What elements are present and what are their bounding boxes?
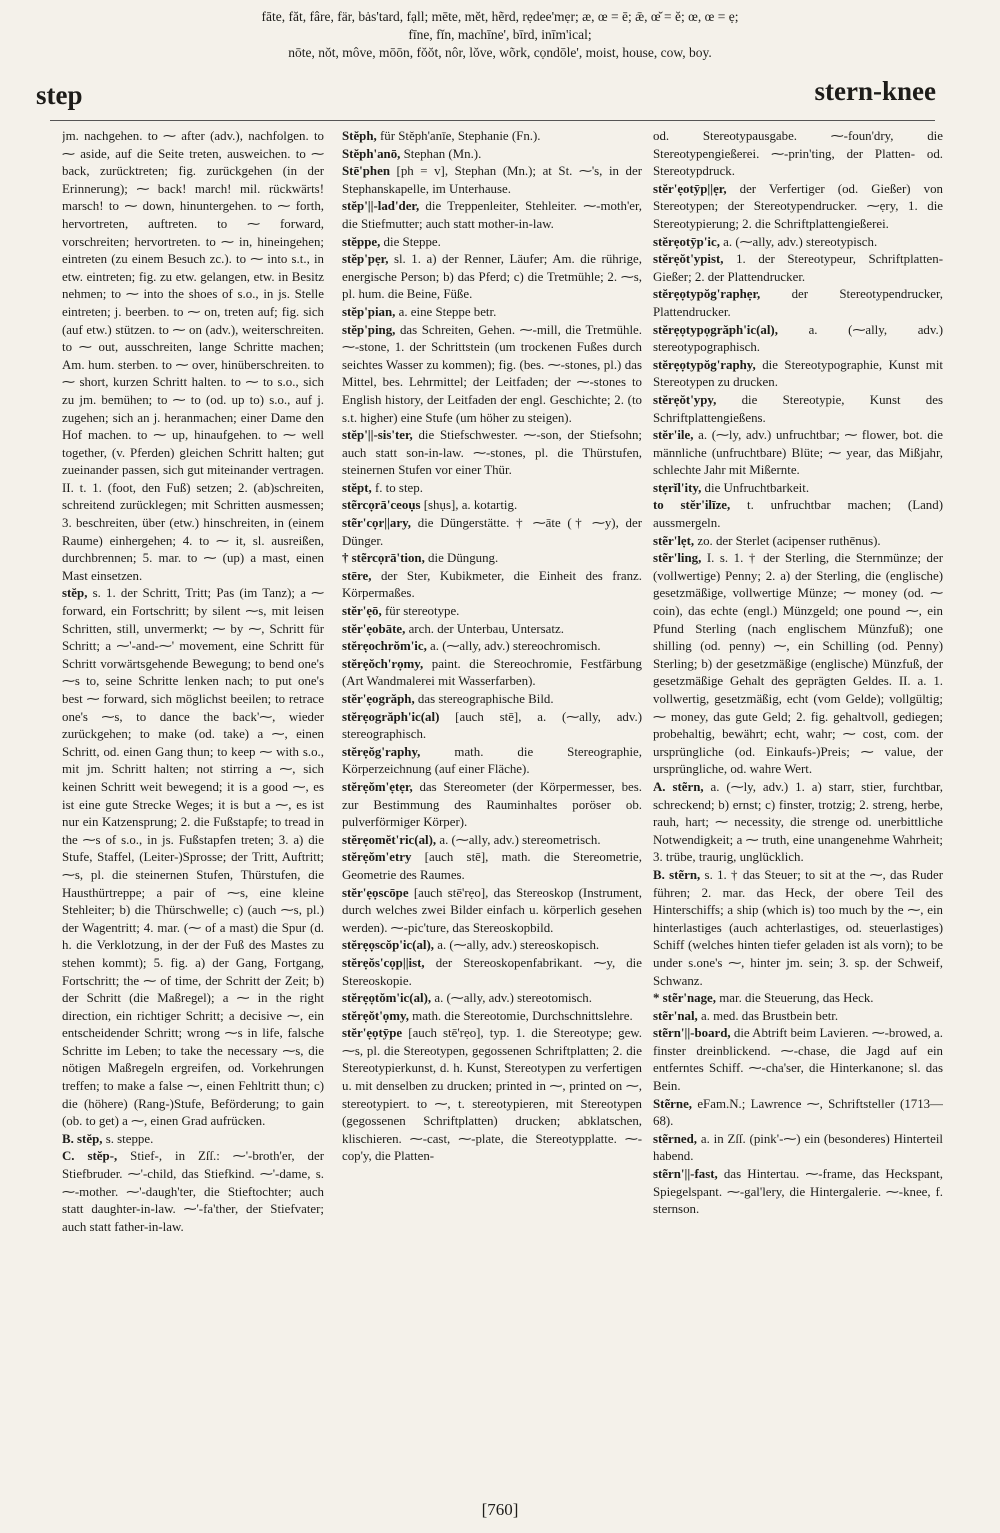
dictionary-entry: [62, 1148, 324, 1236]
entry-headword: stĕppe,: [342, 234, 381, 249]
entry-headword: stẽrned,: [653, 1131, 698, 1146]
dictionary-entry: [342, 709, 642, 744]
entry-headword: stĕp'pẹr,: [342, 252, 389, 267]
dictionary-entry: [342, 885, 642, 938]
entry-definition: a. (⁓ally, adv.) stereotypographisch.: [653, 322, 943, 355]
entry-headword: C. stĕp-,: [62, 1149, 118, 1164]
dictionary-entry: [62, 1131, 324, 1149]
dictionary-entry: [653, 1096, 943, 1131]
dictionary-entry: [653, 480, 943, 498]
entry-headword: stĕrẹọtypọgrăph'ic(al),: [653, 322, 778, 337]
entry-definition: die Stereotypographie, Kunst mit Stereotypen zu drucken.: [653, 357, 943, 390]
entry-headword: stẽr'nal,: [653, 1008, 698, 1023]
dictionary-entry: [653, 322, 943, 357]
dictionary-entry: [653, 357, 943, 392]
dictionary-entry: [653, 251, 943, 286]
entry-definition: [auch stē'rẹo], typ. 1. die Stereotype; gew. ⁓s, pl. die Stereotypen, gegossenen Schriftplatten; 2. die Stereotypierkunst, d. h. Kunst, Stereotypen zu verfertigen u. mit denselben zu drucken; printed in ⁓, printed on ⁓, stereotypiert. to ⁓, t. stereotypieren, mit Stereotypen (gegossenen Schriftplatten) drucken; abklatschen, klischieren. ⁓-cast, ⁓-plate, die Stereotypplatte. ⁓-cop'y, die Platten-: [342, 1026, 642, 1164]
entry-definition: s. 1. der Schritt, Tritt; Pas (im Tanz); a ⁓ forward, ein Fortschritt; by silent ⁓s, mit leisen Schritten, still, unvermerkt; ⁓ by ⁓, Schritt für Schritt; a ⁓'-and-⁓' movement, eine Schritt für Schritt vorwärtsgehende Bewegung; to bend one's ⁓s to, seine Schritte lenken nach; to put one's best ⁓ forward, sich möglichst beeilen; to retrace one's ⁓s, to dance the back'⁓, wieder zurückgehen; to make (od. take) a ⁓, einen Schritt, od. einen Gang thun; to keep ⁓ with s.o., mit jm. Schritt halten; not stirring a ⁓, sich keinen Schritt weit bewegend; it is a good ⁓, es ist eine gute Strecke Weges; it is but a ⁓, es ist nur ein Katzensprung; 2. die Fußstapfe; to tread in the ⁓s of s.o., in js. Fußstapfen treten; 3. a) die Stufe, Staffel, (Leiter-)Sprosse; der Tritt, Auftritt; ⁓s, pl. die steinernen Stufen, Thürstufen, die Hausthürtreppe; a pair of ⁓s, eine kleine Stehleiter; b) die Thürschwelle; c) (auch ⁓s, pl.) der Wagentritt; 4. mar. (⁓ of a mast) die Spur (d. h. die Verklotzung, in der der Fuß des Mastes zu stehen kommt); 5. fig. a) der Gang, Fortgang, Fortschritt; the ⁓ of time, der Schritt der Zeit; b) der Schritt (die Maßregel); a ⁓ in the right direction, ein richtiger Schritt; a decisive ⁓, ein entscheidender Schritt; wrong ⁓s in life, falsche Schritte im Leben; to take the necessary ⁓s, die nötigen Maßregeln ergreifen, od. Vorkehrungen treffen; to make a false ⁓, einen Fehltritt thun; c) die (höhere) (Rang-)Stufe, Beförderung; to gain (ob. to get) a ⁓, einen Grad aufrücken.: [62, 586, 324, 1129]
entry-definition: s. 1. † das Steuer; to sit at the ⁓, das Ruder führen; 2. mar. das Heck, der obere Teil des Hinterschiffs; a ship (which is) too much by the ⁓, ein hinterlastiges (auch achterlastiges, od. steuerlastiges) Schiff (welches hinten tiefer geladen ist als vorn); to be under s.one's ⁓, hinter jm. sein; 3. sp. der Schweif, Schwanz.: [653, 867, 943, 988]
dictionary-entry: [653, 550, 943, 779]
entry-headword: B. stẽrn,: [653, 867, 701, 882]
dictionary-entry: [342, 322, 642, 428]
dictionary-entry: [342, 198, 642, 233]
dictionary-entry: [653, 286, 943, 321]
entry-headword: to stĕr'ilīze,: [653, 498, 731, 513]
dictionary-column-3: [653, 128, 943, 1498]
entry-headword: stĕr'ẹō,: [342, 604, 382, 619]
entry-definition: a. eine Steppe betr.: [395, 304, 497, 319]
dictionary-entry: [653, 779, 943, 867]
entry-definition: die Treppenleiter, Stehleiter. ⁓-moth'er, die Stiefmutter; auch statt mother-in-law.: [342, 199, 642, 231]
entry-headword: stĕp'||-lad'der,: [342, 199, 420, 214]
page-number: [760]: [481, 1500, 519, 1519]
entry-definition: a. (⁓ally, adv.) stereochromisch.: [426, 639, 601, 654]
dictionary-entry: [342, 832, 642, 850]
entry-headword: stẹrĭl'ity,: [653, 480, 702, 495]
entry-definition: [ph = v], Stephan (Mn.); at St. ⁓'s, in der Stephanskapelle, im Unterhause.: [342, 164, 642, 196]
entry-headword: stĕrẹọscŏp'ic(al),: [342, 938, 434, 953]
entry-definition: eFam.N.; Lawrence ⁓, Schriftsteller (1713—68).: [653, 1096, 943, 1129]
dictionary-entry: [342, 146, 642, 164]
entry-headword: stēre,: [342, 568, 372, 583]
entry-headword: stẽrcọrā'ceoụs: [342, 498, 421, 513]
entry-definition: [shụs], a. kotartig.: [420, 498, 518, 513]
entry-headword: stĕp'||-sis'ter,: [342, 428, 413, 443]
entry-headword: stĕrẹŏt'ọmy,: [342, 1008, 409, 1023]
dictionary-entry: [342, 638, 642, 656]
dictionary-entry: [342, 234, 642, 252]
entry-definition: [auch stē], a. (⁓ally, adv.) stereographisch.: [342, 709, 642, 742]
entry-headword: stĕr'ẹọscōpe: [342, 885, 409, 900]
dictionary-entry: [342, 849, 642, 884]
dictionary-entry: [342, 515, 642, 550]
entry-definition: [auch stē], math. die Stereometrie, Geometrie des Raumes.: [342, 850, 642, 882]
running-head-left: step: [36, 80, 83, 110]
entry-definition: die Abtrift beim Lavieren. ⁓-browed, a. finster dreinblickend. ⁓-chase, die Jagd auf ein entferntes Schiff. ⁓-cha'ser, die Hinterkanone; sl. das Bein.: [653, 1026, 943, 1094]
pronunciation-guide: [200, 8, 800, 62]
dictionary-entry: [342, 990, 642, 1008]
dictionary-entry: [342, 656, 642, 691]
entry-definition: für Stĕph'anīe, Stephanie (Fn.).: [376, 129, 541, 143]
entry-headword: stĕp'ping,: [342, 322, 396, 337]
dictionary-entry: [342, 163, 642, 198]
dictionary-column-1: [62, 128, 324, 1498]
entry-definition: math. die Stereographie, Körperzeichnung (auf einer Fläche).: [342, 744, 642, 777]
entry-definition: a. (⁓ally, adv.) stereotypisch.: [719, 234, 878, 249]
dictionary-entry: [342, 568, 642, 603]
dictionary-entry: [653, 867, 943, 990]
entry-definition: a. (⁓ally, adv.) stereoskopisch.: [434, 938, 600, 953]
entry-headword: stĕrẹŏs'cọp||ist,: [342, 955, 425, 970]
entry-definition: Stief-, in Zſſ.: ⁓'-broth'er, der Stiefbruder. ⁓'-child, das Stiefkind. ⁓'-dame, s. ⁓-mother. ⁓'-daugh'ter, die Stieftochter; auch statt daughter-in-law. ⁓'-fa'ther, der Stiefvater; auch statt father-in-law.: [62, 1149, 324, 1234]
dictionary-entry: [653, 234, 943, 252]
entry-headword: stĕrẹochrŏm'ic,: [342, 639, 427, 654]
dictionary-entry: [342, 550, 642, 568]
entry-headword: stĕrẹomĕt'ric(al),: [342, 832, 437, 847]
entry-headword: stĕr'ẹobāte,: [342, 621, 406, 636]
entry-definition: die Steppe.: [380, 234, 441, 249]
dictionary-entry: [342, 603, 642, 621]
entry-headword: stĕpt,: [342, 480, 372, 495]
dictionary-entry: [342, 955, 642, 990]
entry-definition: a. (⁓ally, adv.) stereotomisch.: [431, 991, 592, 1006]
entry-headword: stĕrẹọtypŏg'raphy,: [653, 357, 756, 372]
dictionary-entry: [342, 304, 642, 322]
entry-headword: stĕrẹogrăph'ic(al): [342, 709, 440, 724]
dictionary-entry: [653, 1008, 943, 1026]
entry-definition: der Stereotypendrucker, Plattendrucker.: [653, 287, 943, 319]
entry-headword: * stẽr'nage,: [653, 991, 717, 1006]
dictionary-entry: [653, 990, 943, 1008]
dictionary-entry: [653, 392, 943, 427]
entry-definition: das Hintertau. ⁓-frame, das Heckspant, Spiegelspant. ⁓-gal'lery, die Hintergalerie. ⁓-knee, f. sternson.: [653, 1167, 943, 1217]
dictionary-entry: [653, 1025, 943, 1095]
entry-headword: stĕr'ẹogrăph,: [342, 692, 415, 706]
pronunciation-guide-line: nōte, nŏt, môve, mōōn, fŏŏt, nôr, lŏve, wõrk, cọndōle', moist, house, cow, boy.: [288, 45, 712, 60]
entry-headword: stĕrẹọtŏm'ic(al),: [342, 991, 432, 1006]
entry-definition: math. die Stereotomie, Durchschnittslehre.: [408, 1008, 633, 1023]
dictionary-entry: [653, 1166, 943, 1219]
entry-definition: die Stiefschwester. ⁓-son, der Stiefsohn; auch statt son-in-law. ⁓-stones, pl. die Thürstufen, steinernen Stufen vor einer Thür.: [342, 428, 642, 478]
entry-definition: a. (⁓ly, adv.) 1. a) starr, stier, furchtbar, schreckend; b) ernst; c) finster, trotzig; 2. streng, herbe, rauh, hart; ⁓ necessity, die strenge od. unerbittliche Notwendigkeit; a ⁓ truth, eine unangenehme Wahrheit; 3. trübe, traurig, unglücklich.: [653, 779, 943, 865]
entry-definition: die Unfruchtbarkeit.: [701, 480, 810, 495]
entry-headword: stẽrn'||-board,: [653, 1026, 731, 1041]
running-head-right: stern-knee: [814, 76, 936, 106]
entry-definition: 1. der Stereotypeur, Schriftplatten-Gießer; 2. der Plattendrucker.: [653, 252, 943, 284]
entry-headword: Stē'phen: [342, 164, 390, 179]
entry-headword: stĕrẹŏg'raphy,: [342, 744, 421, 759]
dictionary-entry: [653, 1131, 943, 1166]
entry-definition: sl. 1. a) der Renner, Läufer; Am. die rührige, energische Person; b) das Pferd; c) die Tretmühle; 2. ⁓s, pl. hum. die Beine, Füße.: [342, 252, 642, 302]
entry-definition: I. s. 1. † der Sterling, die Sternmünze; der (vollwertige) Penny; 2. a) der Sterling, die (englische) gesetzmäßige, vollwertige Münze; ⁓ money (od. ⁓ coin), das echte (engl.) Münzgeld; one pound ⁓, ein Pfund Sterling (nach englischem Münzfuß); one shilling (od. penny) ⁓, ein Schilling (od. Penny) Sterling; b) der gesetzmäßige (englische) Münzfuß, der gesetzmäßige Gehalt des geprägten Geldes. II. a. 1. vollwertig, gesetzmäßig, echt (vom Gelde); vollgültig; ⁓ money, das gute Geld; 2. fig. gehaltvoll, gediegen; probehaltig, bewährt; echt, wahr; ⁓ cost, com. der ursprüngliche (od. Einkaufs-)Preis; ⁓ value, der ursprüngliche, od. wahre Wert.: [653, 551, 943, 777]
entry-definition: a. (⁓ly, adv.) unfruchtbar; ⁓ flower, bot. die männliche (unfruchtbare) Blüte; ⁓ year, das Mißjahr, schlechte Jahr mit Mißernte.: [653, 428, 943, 478]
dictionary-entry: [653, 427, 943, 480]
entry-headword: stẽr'lẹt,: [653, 533, 695, 548]
entry-definition: f. to step.: [371, 480, 423, 495]
dictionary-entry: [653, 533, 943, 551]
dictionary-entry: [342, 779, 642, 832]
entry-definition: od. Stereotypausgabe. ⁓-foun'dry, die Stereotypengießerei. ⁓-prin'ting, der Platten- od. Stereotypdruck.: [653, 129, 943, 179]
entry-headword: stĕrẹŏm'ẹtẹr,: [342, 779, 413, 794]
dictionary-entry: [342, 744, 642, 779]
dictionary-entry: [342, 691, 642, 709]
entry-definition: die Stereotypie, Kunst des Schriftplattengießens.: [653, 392, 943, 425]
entry-definition: arch. der Unterbau, Untersatz.: [405, 621, 564, 636]
entry-definition: [auch stē'rẹo], das Stereoskop (Instrument, durch welches zwei Bilder einfach u. körperlich gesehen werden). ⁓-pic'ture, das Stereoskopbild.: [342, 885, 642, 935]
entry-headword: stĕr'ẹotȳp||ẹr,: [653, 181, 727, 196]
dictionary-entry: [342, 128, 642, 146]
entry-headword: stĕr'ẹọtȳpe: [342, 1026, 403, 1041]
dictionary-entry: [342, 1008, 642, 1026]
entry-definition: a. med. das Brustbein betr.: [697, 1008, 839, 1023]
entry-headword: † stẽrcọrā'tion,: [342, 551, 425, 566]
entry-definition: zo. der Sterlet (acipenser ruthēnus).: [694, 533, 881, 548]
entry-definition: a. in Zſſ. (pink'-⁓) ein (besonderes) Hinterteil habend.: [653, 1131, 943, 1164]
dictionary-column-2: [342, 128, 642, 1498]
entry-headword: Stĕph'anō,: [342, 146, 401, 161]
entry-definition: Stephan (Mn.).: [400, 146, 482, 161]
entry-definition: der Verfertiger (od. Gießer) von Stereotypen; der Stereotypendrucker. ⁓ẹry, 1. die Stereotypierung; 2. die Schriftplattengießerei.: [653, 181, 943, 231]
entry-headword: stĕrẹŏt'ypy,: [653, 392, 717, 407]
entry-definition: t. unfruchtbar machen; (Land) aussmergeln.: [653, 498, 943, 531]
entry-headword: stĕp,: [62, 586, 88, 601]
entry-headword: stĕrẹọtypŏg'raphẹr,: [653, 287, 761, 302]
entry-definition: die Düngerstätte. † ⁓āte († ⁓y), der Dünger.: [342, 516, 642, 548]
entry-headword: stĕrẹotȳp'ic,: [653, 234, 720, 249]
entry-definition: der Ster, Kubikmeter, die Einheit des franz. Körpermaßes.: [342, 568, 642, 601]
entry-definition: a. (⁓ally, adv.) stereometrisch.: [436, 832, 601, 847]
entry-definition: paint. die Stereochromie, Festfärbung (Art Wandmalerei mit Wasserfarben).: [342, 656, 642, 689]
dictionary-entry: [342, 251, 642, 304]
dictionary-entry: [342, 621, 642, 639]
entry-headword: stĕp'pian,: [342, 304, 396, 319]
pronunciation-guide-line: fīne, fĭn, machīne', bīrd, inīm'ical;: [408, 27, 592, 42]
entry-definition: jm. nachgehen. to ⁓ after (adv.), nachfolgen. to ⁓ aside, auf die Seite treten, ausweichen. to ⁓ back, zurücktreten; fig. zurückgehen (in der Erinnerung); ⁓ back! march! mil. rückwärts! marsch! to ⁓ down, hinuntergehen. to ⁓ forth, hervortreten, auftreten. to ⁓ forward, vorschreiten; hervortreten. to ⁓ in, hineingehen; eintreten (zu einem Besuch zc.). to ⁓ into s.t., in etw. eintreten; fig. zu etw. gelangen, etw. in Besitz nehmen; to ⁓ into the shoes of s.o., in js. Stelle eintreten; j. beerben. to ⁓ on, treten auf; fig. sich (auf etw.) stützen. to ⁓ on (adv.), weiterschreiten. to ⁓ out, ausschreiten, lange Schritte machen; Am. hum. sterben. to ⁓ over, hinüberschreiten. to ⁓ short, kurzen Schritt halten. to ⁓ to s.o., sich zu jm. bemühen; to ⁓ to (od. up to) s.o., auf j. zugehen; sich an j. heranmachen; einer Dame den Hof machen. to ⁓ up, hinaufgehen. to ⁓ well together, (v. Pferden) gleichen Schritt halten; gut zueinander passen, sich gut miteinander vertragen. II. t. 1. (foot, den Fuß) setzen; 2. (ab)schreiten, schreitend zurücklegen; mit Schritten ausmessen; 3. beschreiten, über (etw.) hinschreiten, in (einem Raume) einhergehen; 4. to ⁓ it, sl. ausreißen, durchbrennen; 5. mar. to ⁓ (up) a mast, einen Mast einsetzen.: [62, 129, 324, 583]
entry-headword: stĕrẹŏch'rọmy,: [342, 656, 424, 671]
entry-definition: für stereotype.: [381, 604, 460, 619]
entry-headword: stĕr'ile,: [653, 428, 694, 443]
dictionary-entry: [653, 181, 943, 234]
entry-definition: der Stereoskopenfabrikant. ⁓y, die Stereoskopie.: [342, 955, 642, 988]
dictionary-entry: [62, 585, 324, 1130]
dictionary-entry: [62, 128, 324, 585]
entry-definition: die Düngung.: [424, 551, 499, 566]
dictionary-entry: [342, 480, 642, 498]
entry-headword: Stẽrne,: [653, 1096, 693, 1111]
entry-headword: stẽr'cọr||ary,: [342, 516, 412, 531]
dictionary-entry: [342, 497, 642, 515]
dictionary-entry: [342, 427, 642, 480]
dictionary-entry: [342, 937, 642, 955]
entry-definition: mar. die Steuerung, das Heck.: [716, 991, 874, 1006]
pronunciation-guide-line: fāte, făt, fâre, fär, bȧs'tard, fạll; mēte, mĕt, hẽrd, rẹdee'mẹr; æ, œ = ē; ǣ, œ̆ = ĕ; œ, œ = ẹ;: [261, 9, 739, 24]
entry-headword: stĕrẹŏt'ypist,: [653, 252, 724, 267]
header-rule: [50, 120, 935, 121]
dictionary-entry: [653, 128, 943, 181]
entry-headword: B. stĕp,: [62, 1131, 103, 1146]
entry-definition: s. steppe.: [102, 1131, 154, 1146]
entry-headword: stẽrn'||-fast,: [653, 1167, 718, 1182]
entry-definition: das Stereometer (der Körpermesser, bes. zur Bestimmung des Rauminhaltes poröser ob. pulverförmiger Körper).: [342, 779, 642, 830]
entry-headword: A. stẽrn,: [653, 779, 704, 794]
entry-headword: stẽr'ling,: [653, 551, 702, 566]
entry-headword: stĕrẹŏm'etry: [342, 850, 412, 865]
entry-headword: Stĕph,: [342, 129, 377, 143]
entry-definition: das Schreiten, Gehen. ⁓-mill, die Tretmühle. ⁓-stone, 1. der Schrittstein (um trockenen Fußes durch seichtes Wasser zu kommen); fig. (bes. ⁓-stones, pl.) das Mittel, bes. Lehrmittel; der Leitfaden; der ⁓-stones to English history, der Leitfaden der engl. Geschichte; 2. (to s.t. higher) eine Stufe (um höher zu steigen).: [342, 322, 642, 425]
dictionary-entry: [342, 1025, 642, 1166]
dictionary-entry: [653, 497, 943, 532]
entry-definition: das stereographische Bild.: [414, 692, 554, 706]
